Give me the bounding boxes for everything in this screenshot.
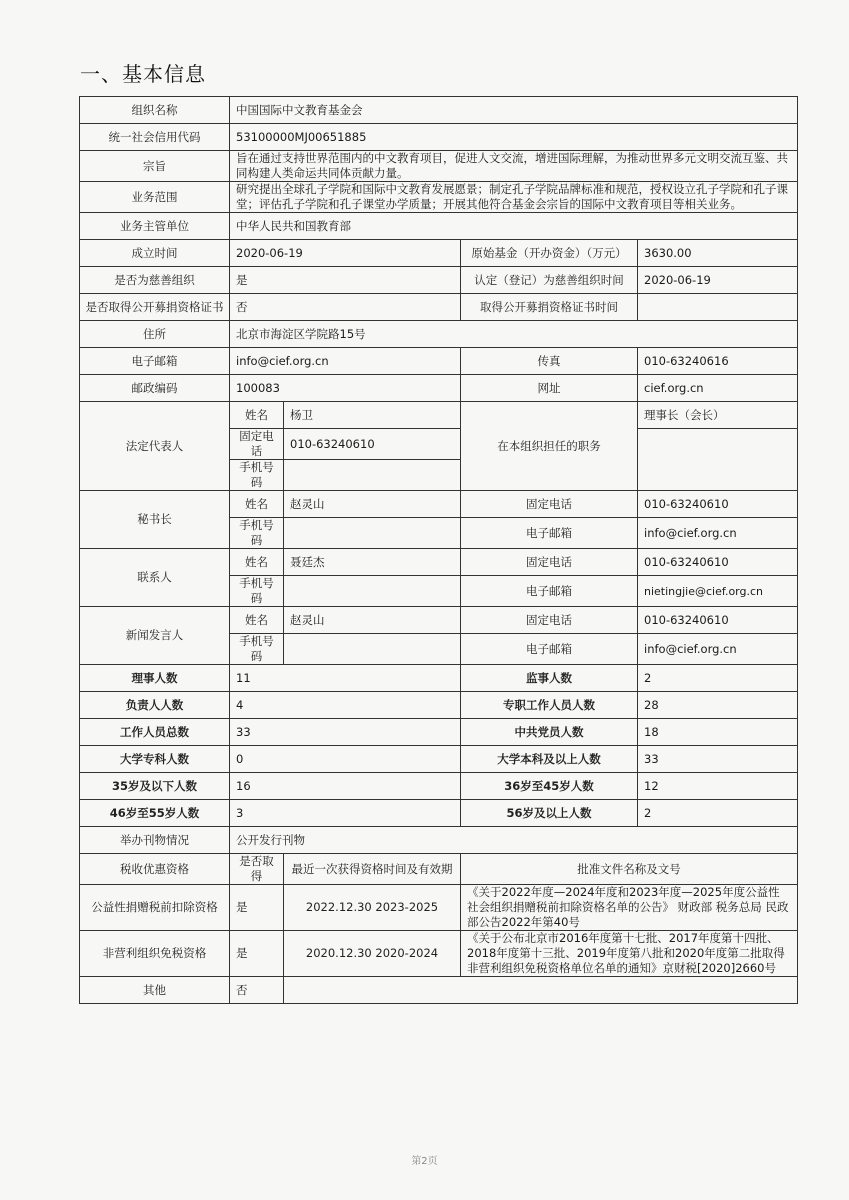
- tax-exemption-obtained: 是: [230, 931, 284, 977]
- row-charity: [80, 267, 798, 294]
- fundraise-cert-label: 是否取得公开募捐资格证书: [80, 294, 230, 321]
- publication-label: 举办刊物情况: [80, 827, 230, 854]
- spokesperson-name-label: 姓名: [230, 607, 284, 634]
- row-scope: [80, 182, 798, 213]
- fax-label: 传真: [461, 348, 638, 375]
- spokesperson-email-label: 电子邮箱: [461, 634, 638, 665]
- stat-value: 12: [638, 773, 798, 800]
- row-postcode: [80, 375, 798, 402]
- other-blank: [284, 977, 798, 1004]
- address-label: 住所: [80, 321, 230, 348]
- row-stats-1: [80, 692, 798, 719]
- stat-label: 理事人数: [80, 665, 230, 692]
- stat-label: 大学本科及以上人数: [461, 746, 638, 773]
- legal-rep-position-blank: [638, 429, 798, 491]
- fax-value: 010-63240616: [638, 348, 798, 375]
- legal-rep-mobile-label: 手机号码: [230, 460, 284, 491]
- row-stats-2: [80, 719, 798, 746]
- contact-name-value: 聂廷杰: [284, 549, 461, 576]
- fundraise-cert-date-label: 取得公开募捐资格证书时间: [461, 294, 638, 321]
- spokesperson-mobile-label: 手机号码: [230, 634, 284, 665]
- stat-value: 2: [638, 665, 798, 692]
- scope-value: 研究提出全球孔子学院和国际中文教育发展愿景；制定孔子学院品牌标准和规范，授权设立孔子学院和孔子课堂；评估孔子学院和孔子课堂办学质量；开展其他符合基金会宗旨的国际中文教育项目等相关业务。: [230, 182, 798, 213]
- charity-value: 是: [230, 267, 461, 294]
- stat-label: 大学专科人数: [80, 746, 230, 773]
- stat-value: 28: [638, 692, 798, 719]
- stat-value: 4: [230, 692, 461, 719]
- fund-label: 原始基金（开办资金）（万元）: [461, 240, 638, 267]
- legal-rep-phone-value: 010-63240610: [284, 429, 461, 460]
- established-value: 2020-06-19: [230, 240, 461, 267]
- spokesperson-mobile-value: [284, 634, 461, 665]
- purpose-value: 旨在通过支持世界范围内的中文教育项目，促进人文交流，增进国际理解，为推动世界多元文明交流互鉴、共同构建人类命运共同体贡献力量。: [230, 151, 798, 182]
- stat-value: 2: [638, 800, 798, 827]
- stat-label: 46岁至55岁人数: [80, 800, 230, 827]
- secretary-mobile-label: 手机号码: [230, 518, 284, 549]
- contact-name-label: 姓名: [230, 549, 284, 576]
- established-label: 成立时间: [80, 240, 230, 267]
- legal-rep-name-value: 杨卫: [284, 402, 461, 429]
- contact-phone-value: 010-63240610: [638, 549, 798, 576]
- website-value: cief.org.cn: [638, 375, 798, 402]
- contact-mobile-value: [284, 576, 461, 607]
- row-secretary-name: [80, 491, 798, 518]
- stat-label: 工作人员总数: [80, 719, 230, 746]
- row-contact-name: [80, 549, 798, 576]
- org-name-label: 组织名称: [80, 97, 230, 124]
- address-value: 北京市海淀区学院路15号: [230, 321, 798, 348]
- spokesperson-phone-value: 010-63240610: [638, 607, 798, 634]
- row-purpose: [80, 151, 798, 182]
- stat-value: 3: [230, 800, 461, 827]
- secretary-phone-value: 010-63240610: [638, 491, 798, 518]
- spokesperson-label: 新闻发言人: [80, 607, 230, 665]
- org-name-value: 中国国际中文教育基金会: [230, 97, 798, 124]
- credit-code-value: 53100000MJ00651885: [230, 124, 798, 151]
- legal-rep-position-value: 理事长（会长）: [638, 402, 798, 429]
- stat-label: 监事人数: [461, 665, 638, 692]
- tax-header-obtained: 是否取得: [230, 854, 284, 885]
- charity-label: 是否为慈善组织: [80, 267, 230, 294]
- secretary-email-value: info@cief.org.cn: [638, 518, 798, 549]
- row-other: [80, 977, 798, 1004]
- row-established: [80, 240, 798, 267]
- email-value: info@cief.org.cn: [230, 348, 461, 375]
- tax-exemption-doc: 《关于公布北京市2016年度第十七批、2017年度第十四批、2018年度第十三批、2019年度第八批和2020年度第二批取得非营利组织免税资格单位名单的通知》京财税[2020]2660号: [461, 931, 798, 977]
- row-org-name: [80, 97, 798, 124]
- other-value: 否: [230, 977, 284, 1004]
- stat-label: 56岁及以上人数: [461, 800, 638, 827]
- tax-deduction-doc: 《关于2022年度—2024年度和2023年度—2025年度公益性社会组织捐赠税前扣除资格名单的公告》 财政部 税务总局 民政部公告2022年第40号: [461, 885, 798, 931]
- row-stats-4: [80, 773, 798, 800]
- stat-value: 0: [230, 746, 461, 773]
- fundraise-cert-date-value: [638, 294, 798, 321]
- row-legal-rep-name: [80, 402, 798, 429]
- row-address: [80, 321, 798, 348]
- spokesperson-email-value: info@cief.org.cn: [638, 634, 798, 665]
- postcode-label: 邮政编码: [80, 375, 230, 402]
- charity-date-value: 2020-06-19: [638, 267, 798, 294]
- website-label: 网址: [461, 375, 638, 402]
- charity-date-label: 认定（登记）为慈善组织时间: [461, 267, 638, 294]
- contact-label: 联系人: [80, 549, 230, 607]
- legal-rep-name-label: 姓名: [230, 402, 284, 429]
- row-stats-5: [80, 800, 798, 827]
- tax-header-doc: 批准文件名称及文号: [461, 854, 798, 885]
- tax-exemption-label: 非营利组织免税资格: [80, 931, 230, 977]
- scope-label: 业务范围: [80, 182, 230, 213]
- postcode-value: 100083: [230, 375, 461, 402]
- stat-value: 16: [230, 773, 461, 800]
- spokesperson-phone-label: 固定电话: [461, 607, 638, 634]
- publication-value: 公开发行刊物: [230, 827, 798, 854]
- other-label: 其他: [80, 977, 230, 1004]
- secretary-mobile-value: [284, 518, 461, 549]
- row-publication: [80, 827, 798, 854]
- secretary-email-label: 电子邮箱: [461, 518, 638, 549]
- supervisor-label: 业务主管单位: [80, 213, 230, 240]
- stat-value: 11: [230, 665, 461, 692]
- stat-label: 35岁及以下人数: [80, 773, 230, 800]
- stat-value: 33: [230, 719, 461, 746]
- legal-rep-phone-label: 固定电话: [230, 429, 284, 460]
- fundraise-cert-value: 否: [230, 294, 461, 321]
- row-stats-3: [80, 746, 798, 773]
- email-label: 电子邮箱: [80, 348, 230, 375]
- purpose-label: 宗旨: [80, 151, 230, 182]
- fund-value: 3630.00: [638, 240, 798, 267]
- row-stats-0: [80, 665, 798, 692]
- row-fundraise-cert: [80, 294, 798, 321]
- tax-deduction-label: 公益性捐赠税前扣除资格: [80, 885, 230, 931]
- row-spokesperson-name: [80, 607, 798, 634]
- stat-label: 中共党员人数: [461, 719, 638, 746]
- secretary-name-label: 姓名: [230, 491, 284, 518]
- secretary-label: 秘书长: [80, 491, 230, 549]
- contact-mobile-label: 手机号码: [230, 576, 284, 607]
- stat-label: 负责人人数: [80, 692, 230, 719]
- tax-deduction-period: 2022.12.30 2023-2025: [284, 885, 461, 931]
- stat-label: 专职工作人员人数: [461, 692, 638, 719]
- secretary-name-value: 赵灵山: [284, 491, 461, 518]
- section-title: 一、基本信息: [80, 62, 206, 86]
- stat-value: 18: [638, 719, 798, 746]
- legal-rep-mobile-value: [284, 460, 461, 491]
- row-credit-code: [80, 124, 798, 151]
- row-email: [80, 348, 798, 375]
- row-tax-exemption: [80, 931, 798, 977]
- legal-rep-position-label: 在本组织担任的职务: [461, 402, 638, 491]
- supervisor-value: 中华人民共和国教育部: [230, 213, 798, 240]
- row-tax-header: [80, 854, 798, 885]
- page-number: 第2页: [411, 1156, 438, 1167]
- secretary-phone-label: 固定电话: [461, 491, 638, 518]
- tax-header-label: 税收优惠资格: [80, 854, 230, 885]
- tax-deduction-obtained: 是: [230, 885, 284, 931]
- row-supervisor: [80, 213, 798, 240]
- contact-email-value: nietingjie@cief.org.cn: [638, 576, 798, 607]
- basic-info-table: [79, 96, 798, 1004]
- contact-phone-label: 固定电话: [461, 549, 638, 576]
- contact-email-label: 电子邮箱: [461, 576, 638, 607]
- tax-header-period: 最近一次获得资格时间及有效期: [284, 854, 461, 885]
- legal-rep-label: 法定代表人: [80, 402, 230, 491]
- row-tax-deduction: [80, 885, 798, 931]
- tax-exemption-period: 2020.12.30 2020-2024: [284, 931, 461, 977]
- stat-value: 33: [638, 746, 798, 773]
- credit-code-label: 统一社会信用代码: [80, 124, 230, 151]
- stat-label: 36岁至45岁人数: [461, 773, 638, 800]
- spokesperson-name-value: 赵灵山: [284, 607, 461, 634]
